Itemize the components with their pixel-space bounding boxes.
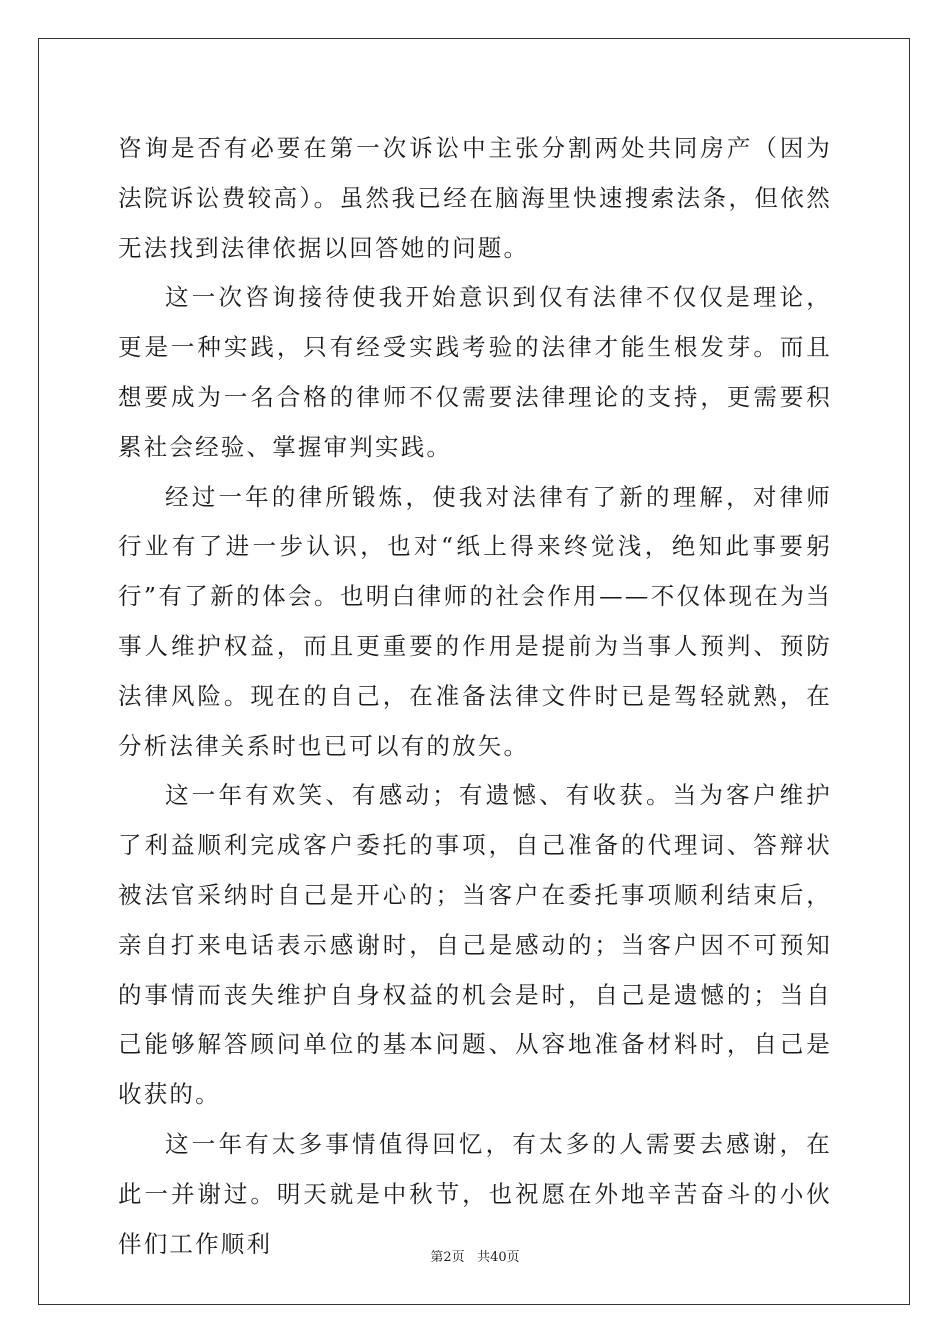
paragraph-3: 经过一年的律所锻炼，使我对法律有了新的理解，对律师行业有了进一步认识，也对“纸上得来终觉浅，绝知此事要躬行”有了新的体会。也明白律师的社会作用——不仅体现在为当事人维护权益，而且更重要的作用是提前为当事人预判、预防法律风险。现在的自己，在准备法律文件时已是驾轻就熟，在分析法律关系时也已可以有的放矢。	[118, 482, 832, 760]
page-number: 第2页	[430, 1250, 465, 1265]
page-total: 共40页	[477, 1250, 520, 1265]
paragraph-1: 咨询是否有必要在第一次诉讼中主张分割两处共同房产（因为法院诉讼费较高）。虽然我已经在脑海里快速搜索法条，但依然无法找到法律依据以回答她的问题。	[118, 134, 832, 262]
page-footer	[0, 1246, 950, 1265]
paragraph-5: 这一年有太多事情值得回忆，有太多的人需要去感谢，在此一并谢过。明天就是中秋节，也祝愿在外地辛苦奋斗的小伙伴们工作顺利	[118, 1129, 832, 1258]
paragraph-2: 这一次咨询接待使我开始意识到仅有法律不仅仅是理论，更是一种实践，只有经受实践考验的法律才能生根发芽。而且想要成为一名合格的律师不仅需要法律理论的支持，更需要积累社会经验、掌握审判实践。	[118, 283, 832, 461]
document-body	[118, 124, 832, 1269]
paragraph-4: 这一年有欢笑、有感动；有遗憾、有收获。当为客户维护了利益顺利完成客户委托的事项，自己准备的代理词、答辩状被法官采纳时自己是开心的；当客户在委托事项顺利结束后，亲自打来电话表示感谢时，自己是感动的；当客户因不可预知的事情而丧失维护自身权益的机会是时，自己是遗憾的；当自己能够解答顾问单位的基本问题、从容地准备材料时，自己是收获的。	[118, 781, 832, 1109]
